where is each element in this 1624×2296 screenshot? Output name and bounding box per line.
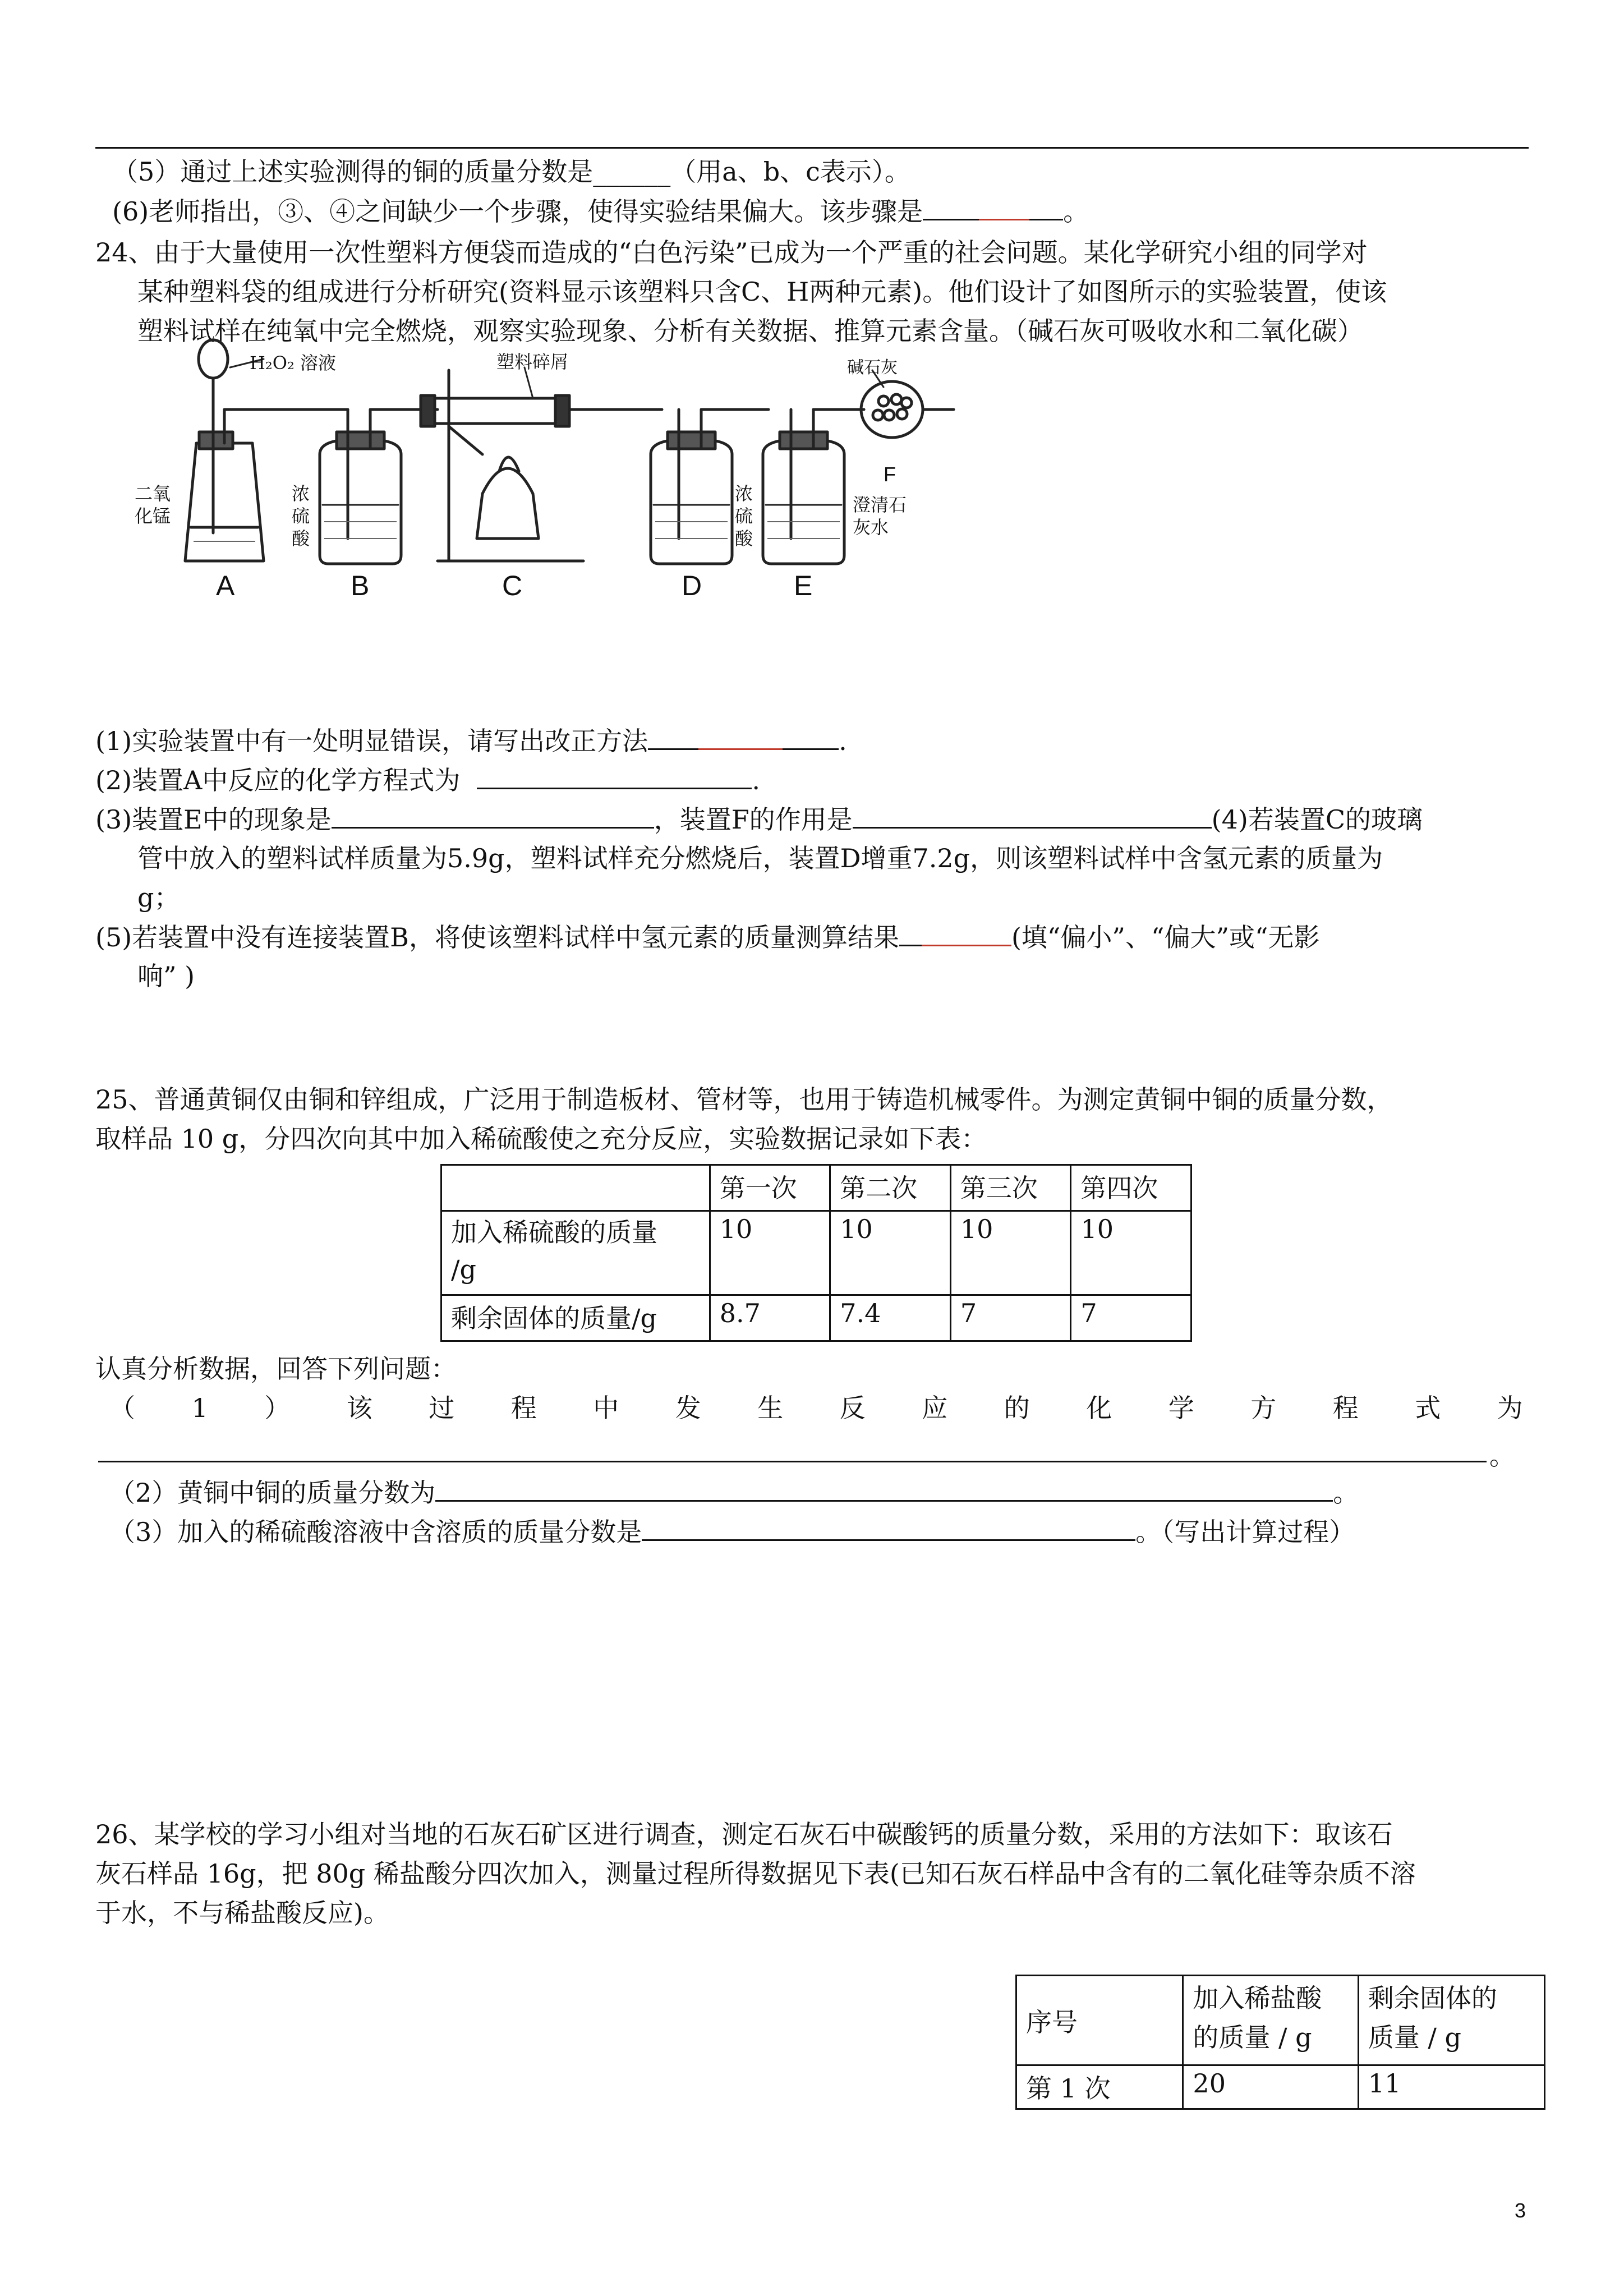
q25-q3-text: （3）加入的稀硫酸溶液中含溶质的质量分数是: [109, 1517, 642, 1547]
q24-sub-5-cont: 响” ): [137, 961, 195, 991]
fig-letter-c: C: [502, 570, 523, 601]
q24-sub-2: [95, 763, 760, 797]
q24-sub-2-blank[interactable]: [477, 763, 752, 789]
q24-sub-5-blank[interactable]: [899, 920, 1011, 946]
q1-char: 中: [593, 1393, 619, 1423]
q23-line-6-end: 。: [1063, 196, 1089, 227]
q25-data-table: [440, 1164, 1192, 1342]
q25-para-2: 取样品 10 g，分四次向其中加入稀硫酸使之充分反应，实验数据记录如下表：: [95, 1124, 987, 1154]
q1-char: 1: [191, 1393, 208, 1423]
q24-sub-3-blank-e[interactable]: [332, 802, 654, 829]
q1-char: 化: [1086, 1393, 1112, 1423]
q24-sub-4-start: (4)若装置C的玻璃: [1211, 804, 1423, 835]
table-cell: 10: [1071, 1211, 1191, 1295]
q24-para-1: 24、由于大量使用一次性塑料方便袋而造成的“白色污染”已成为一个严重的社会问题。某化学研究小组的同学对: [95, 237, 1368, 268]
q25-q2-blank[interactable]: [435, 1475, 1333, 1502]
q1-char: 的: [1004, 1393, 1030, 1423]
table-row: [441, 1165, 1191, 1211]
q25-q3-blank[interactable]: [642, 1515, 1135, 1541]
header-line: 剩余固体的: [1368, 1983, 1497, 2013]
q26-para-3: 于水，不与稀盐酸反应)。: [95, 1898, 389, 1928]
table-cell: 11: [1358, 2065, 1544, 2109]
table-cell: 第一次: [710, 1165, 830, 1211]
table-cell: 序号: [1016, 1976, 1183, 2065]
table-row: [441, 1211, 1191, 1295]
q1-char: 该: [346, 1393, 372, 1423]
q1-char: 方: [1250, 1393, 1277, 1423]
table-cell: 10: [950, 1211, 1071, 1295]
header-line: 加入稀盐酸: [1193, 1983, 1322, 2013]
apparatus-figure: [0, 0, 1624, 628]
q25-question-3: [109, 1515, 1355, 1549]
table-row: [1016, 1976, 1545, 2065]
fig-letter-b: B: [351, 570, 370, 601]
q1-char: 过: [429, 1393, 455, 1423]
table-cell: 7: [950, 1295, 1071, 1341]
table-cell: 7.4: [830, 1295, 951, 1341]
table-cell: 第 1 次: [1016, 2065, 1183, 2109]
q24-sub-4-unit: g；: [137, 882, 180, 913]
header-line: 的质量 / g: [1193, 2022, 1312, 2053]
q26-para-1: 26、某学校的学习小组对当地的石灰石矿区进行调查，测定石灰石中碳酸钙的质量分数，采用的方法如下：取该石: [95, 1819, 1393, 1849]
q24-sub-5: [95, 920, 1320, 954]
q1-char: 学: [1168, 1393, 1194, 1423]
q24-sub-3-mid: ，装置F的作用是: [654, 804, 853, 835]
q25-intro: 认真分析数据，回答下列问题：: [95, 1354, 457, 1384]
row-label-unit: /g: [451, 1254, 476, 1285]
q24-sub-5-hint: (填“偏小”、“偏大”或“无影: [1011, 922, 1320, 953]
q1-char: 发: [675, 1393, 701, 1423]
fig-label-plastic: 塑料碎屑: [496, 351, 569, 372]
q26-para-2: 灰石样品 16g，把 80g 稀盐酸分四次加入，测量过程所得数据见下表(已知石灰石样品中含有的二氧化硅等杂质不溶: [95, 1858, 1416, 1889]
q24-sub-3: [95, 802, 1423, 836]
table-cell: 8.7: [710, 1295, 830, 1341]
row-label: 加入稀硫酸的质量: [451, 1217, 657, 1248]
table-cell: 20: [1183, 2065, 1358, 2109]
q24-sub-1-end: .: [839, 726, 847, 756]
fig-letter-a: A: [216, 570, 235, 601]
table-row: [441, 1295, 1191, 1341]
q24-sub-1-text: (1)实验装置中有一处明显错误，请写出改正方法: [95, 726, 648, 756]
q25-q3-end: 。（写出计算过程）: [1135, 1517, 1355, 1547]
q24-sub-3-text: (3)装置E中的现象是: [95, 804, 332, 835]
q1-char: （: [109, 1393, 135, 1423]
q24-para-3: 塑料试样在纯氧中完全燃烧，观察实验现象、分析有关数据、推算元素含量。（碱石灰可吸收水和二氧化碳）: [137, 316, 1363, 346]
q24-sub-2-end: .: [752, 765, 761, 795]
q1-char: 为: [1497, 1393, 1523, 1423]
table-cell: [1358, 1976, 1544, 2065]
q25-question-1: [109, 1391, 1523, 1425]
fig-label-sodalime: 碱石灰: [847, 358, 898, 378]
table-cell: 第三次: [950, 1165, 1071, 1211]
q24-sub-5-text: (5)若装置中没有连接装置B，将使该塑料试样中氢元素的质量测算结果: [95, 922, 899, 953]
q1-char: 程: [510, 1393, 537, 1423]
q25-para-1: 25、普通黄铜仅由铜和锌组成，广泛用于制造板材、管材等，也用于铸造机械零件。为测定黄铜中铜的质量分数，: [95, 1084, 1393, 1115]
q23-line-5: （5）通过上述实验测得的铜的质量分数是______（用a、b、c表示）。: [112, 157, 910, 187]
q1-char: 反: [839, 1393, 866, 1423]
q1-char: ）: [264, 1393, 291, 1423]
q25-question-2: [109, 1475, 1359, 1510]
table-cell: 剩余固体的质量/g: [441, 1295, 710, 1341]
fig-label-mno2: 二氧化锰: [135, 483, 171, 527]
table-cell: 7: [1071, 1295, 1191, 1341]
header-line: 质量 / g: [1368, 2022, 1462, 2053]
fig-label-acid-b: 浓硫酸: [292, 483, 310, 549]
q1-char: 程: [1332, 1393, 1359, 1423]
q25-q2-end: 。: [1333, 1478, 1359, 1508]
q1-char: 生: [757, 1393, 784, 1423]
q1-char: 式: [1415, 1393, 1441, 1423]
fig-label-limewater: 澄清石灰水: [853, 494, 907, 538]
table-cell: 第二次: [830, 1165, 951, 1211]
q24-sub-1: [95, 724, 847, 758]
table-cell: 10: [710, 1211, 830, 1295]
fig-letter-e: E: [794, 570, 813, 601]
table-cell: [441, 1211, 710, 1295]
q24-sub-4: 管中放入的塑料试样质量为5.9g，塑料试样充分燃烧后，装置D增重7.2g，则该塑料试样中含氢元素的质量为: [137, 843, 1383, 873]
table-cell: [1183, 1976, 1358, 2065]
q25-q1-end: 。: [1489, 1441, 1515, 1471]
fig-letter-d: D: [682, 570, 702, 601]
q25-q1-answer-line[interactable]: [98, 1461, 1487, 1462]
q24-para-2: 某种塑料袋的组成进行分析研究(资料显示该塑料只含C、H两种元素)。他们设计了如图所示的实验装置，使该: [137, 277, 1387, 307]
table-row: [1016, 2065, 1545, 2109]
q24-sub-3-blank-f[interactable]: [853, 802, 1212, 829]
q23-line-6-text: (6)老师指出，③、④之间缺少一个步骤，使得实验结果偏大。该步骤是: [112, 196, 923, 227]
fig-letter-f: F: [884, 463, 896, 486]
table-cell: 10: [830, 1211, 951, 1295]
q26-data-table: [1015, 1975, 1545, 2110]
table-cell: [441, 1165, 710, 1211]
table-cell: 第四次: [1071, 1165, 1191, 1211]
fig-label-h2o2: H₂O₂ 溶液: [250, 352, 336, 374]
q24-sub-2-text: (2)装置A中反应的化学方程式为: [95, 765, 461, 795]
page-number: 3: [1515, 2199, 1526, 2222]
q25-q2-text: （2）黄铜中铜的质量分数为: [109, 1478, 436, 1508]
q1-char: 应: [922, 1393, 948, 1423]
fig-label-acid-d: 浓硫酸: [735, 483, 753, 549]
q24-sub-1-blank[interactable]: [648, 724, 839, 750]
